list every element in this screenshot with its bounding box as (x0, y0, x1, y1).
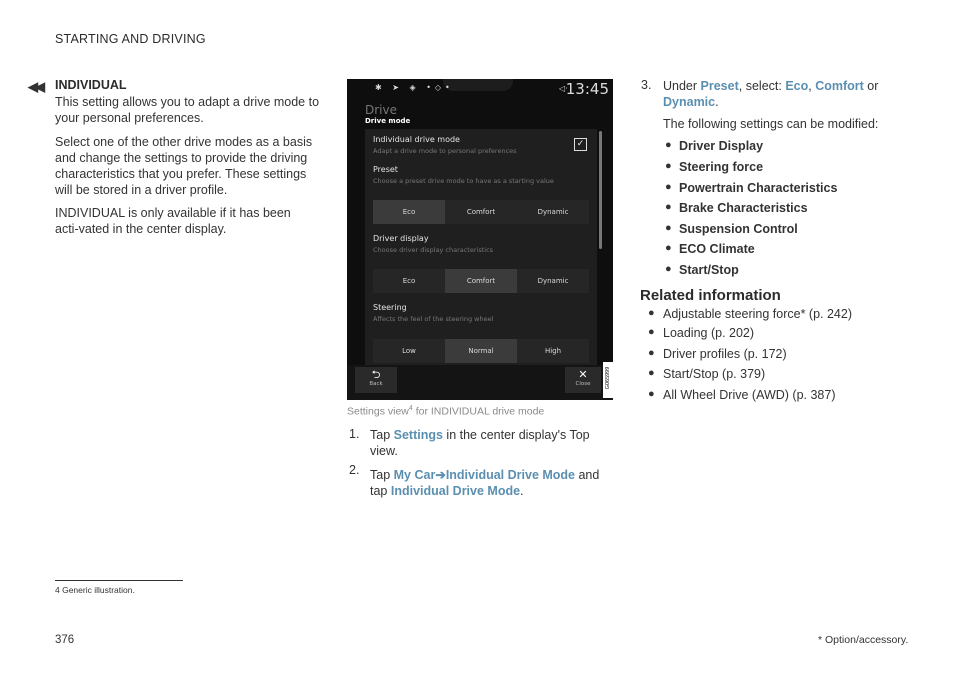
step-3-pre: Under (663, 79, 701, 93)
status-bar (347, 79, 613, 99)
arrow-right-icon: ➔ (435, 468, 446, 482)
driver-display-segmented-control (373, 269, 589, 293)
bullet-icon: ● (665, 139, 672, 151)
availability-paragraph: INDIVIDUAL is only available if it has been acti-vated in the center display. (55, 206, 291, 236)
intro-paragraph: This setting allows you to adapt a drive mode to your personal preferences. (55, 95, 320, 125)
figure-caption (347, 405, 544, 418)
image-id: G065999 (605, 366, 611, 390)
steering-segmented-control (373, 339, 589, 363)
related-link[interactable]: Driver profiles (p. 172) (663, 347, 787, 361)
driver-display-comfort-option[interactable]: Comfort (445, 269, 517, 293)
settings-panel (365, 129, 597, 395)
modifiable-item: Powertrain Characteristics (679, 181, 838, 195)
step-3-text (663, 78, 893, 110)
section-header: STARTING AND DRIVING (55, 32, 206, 46)
footnote (55, 585, 135, 595)
caption-footnote-ref: 4 (408, 405, 413, 412)
modifiable-item: Suspension Control (679, 222, 798, 236)
caption-text: Settings view (347, 405, 409, 418)
preset-eco-option[interactable]: Eco (373, 200, 445, 224)
step-2-post: . (520, 484, 524, 498)
option-desc-preset: Choose a preset drive mode to have as a starting value (373, 177, 554, 185)
modifiable-item: Brake Characteristics (679, 201, 808, 215)
bullet-icon: ● (665, 242, 672, 254)
related-link[interactable]: Adjustable steering force* (p. 242) (663, 307, 852, 321)
related-link[interactable]: All Wheel Drive (AWD) (p. 387) (663, 388, 836, 402)
step-3-mid1: , select: (738, 79, 786, 93)
preset-dynamic-option[interactable]: Dynamic (537, 208, 569, 216)
step-3-dynamic: Dynamic (663, 95, 716, 109)
bullet-icon: ● (648, 326, 655, 338)
step-3-mid2: , (808, 79, 816, 93)
step-1-settings-label: Settings (393, 428, 443, 442)
modifiable-intro: The following settings can be modified: (663, 117, 879, 131)
individual-checkbox[interactable]: ✓ (574, 138, 587, 151)
option-title-steering: Steering (373, 303, 407, 312)
step-2-individual-drive-mode-2: Individual Drive Mode (390, 484, 521, 498)
continuation-marker: ◀◀ (28, 79, 42, 94)
clock: 13:45 (565, 80, 609, 98)
footnote-number: 4 (55, 585, 60, 595)
scrollbar[interactable] (599, 131, 602, 249)
steering-low-option[interactable]: Low (402, 347, 416, 355)
related-link[interactable]: Start/Stop (p. 379) (663, 367, 766, 381)
screen-bottom-bar (347, 365, 613, 400)
related-information-heading: Related information (640, 287, 781, 304)
step-2-number: 2. (349, 463, 360, 477)
modifiable-item: Driver Display (679, 139, 764, 153)
preset-segmented-control (373, 200, 589, 224)
bullet-icon: ● (665, 201, 672, 213)
step-2-mid: and tap (370, 468, 600, 498)
bullet-icon: ● (665, 160, 672, 172)
basis-paragraph: Select one of the other drive modes as a basis and change the settings to provide the driving characteristics that you prefer. These settings will be stored in a driver profile. (55, 135, 313, 197)
option-title-preset: Preset (373, 165, 398, 174)
driver-display-eco-option[interactable]: Eco (402, 277, 416, 285)
volume-icon: ◁· (559, 84, 568, 93)
image-id-tag (603, 362, 613, 398)
step-3-comfort: Comfort (815, 79, 864, 93)
status-icons: ✱ ➤ ◈ •◇• (375, 83, 454, 92)
modifiable-item: Steering force (679, 160, 764, 174)
close-label: Close (575, 381, 591, 387)
bullet-icon: ● (648, 307, 655, 319)
option-title-driver-display: Driver display (373, 234, 429, 243)
page-number: 376 (55, 634, 75, 646)
back-label: Back (369, 381, 383, 387)
modifiable-item: ECO Climate (679, 242, 755, 256)
step-2-text (370, 467, 610, 499)
option-title-individual: Individual drive mode (373, 135, 460, 144)
step-1-number: 1. (349, 427, 360, 441)
bullet-icon: ● (648, 367, 655, 379)
close-button[interactable] (565, 367, 601, 393)
steering-high-option[interactable]: High (544, 347, 562, 355)
bullet-icon: ● (648, 388, 655, 400)
screen-title: Drive (365, 103, 397, 117)
bullet-icon: ● (665, 222, 672, 234)
section-title: INDIVIDUAL (55, 78, 127, 92)
screen-subtitle: Drive mode (365, 117, 411, 125)
footnote-divider (55, 580, 183, 581)
step-1-pre: Tap (370, 428, 394, 442)
close-icon: ✕ (578, 368, 588, 381)
step-3-post: . (715, 95, 719, 109)
bullet-icon: ● (648, 347, 655, 359)
back-icon: ⮌ (371, 368, 381, 381)
step-3-number: 3. (641, 78, 652, 92)
step-3-preset: Preset (700, 79, 739, 93)
caption-rest: for INDIVIDUAL drive mode (412, 405, 545, 418)
driver-display-dynamic-option[interactable]: Dynamic (537, 277, 569, 285)
option-desc-steering: Affects the feel of the steering wheel (373, 315, 494, 323)
related-link[interactable]: Loading (p. 202) (663, 326, 755, 340)
step-2-pre: Tap (370, 468, 394, 482)
footnote-text: Generic illustration. (59, 585, 135, 595)
step-2-individual-drive-mode: Individual Drive Mode (445, 468, 575, 482)
step-1-post: in the center display's Top view. (370, 428, 590, 458)
steering-normal-option[interactable]: Normal (445, 339, 517, 363)
modifiable-item: Start/Stop (679, 263, 739, 277)
step-2-my-car: My Car (393, 468, 436, 482)
bullet-icon: ● (665, 181, 672, 193)
back-button[interactable] (355, 367, 397, 393)
option-accessory-note: * Option/accessory. (818, 634, 909, 646)
step-1-text (370, 427, 610, 459)
center-display-illustration (347, 79, 613, 400)
bullet-icon: ● (665, 263, 672, 275)
step-3-mid3: or (863, 79, 879, 93)
option-desc-driver-display: Choose driver display characteristics (373, 246, 494, 254)
step-3-eco: Eco (785, 79, 809, 93)
option-desc-individual: Adapt a drive mode to personal preferences (373, 147, 517, 155)
preset-comfort-option[interactable]: Comfort (466, 208, 496, 216)
